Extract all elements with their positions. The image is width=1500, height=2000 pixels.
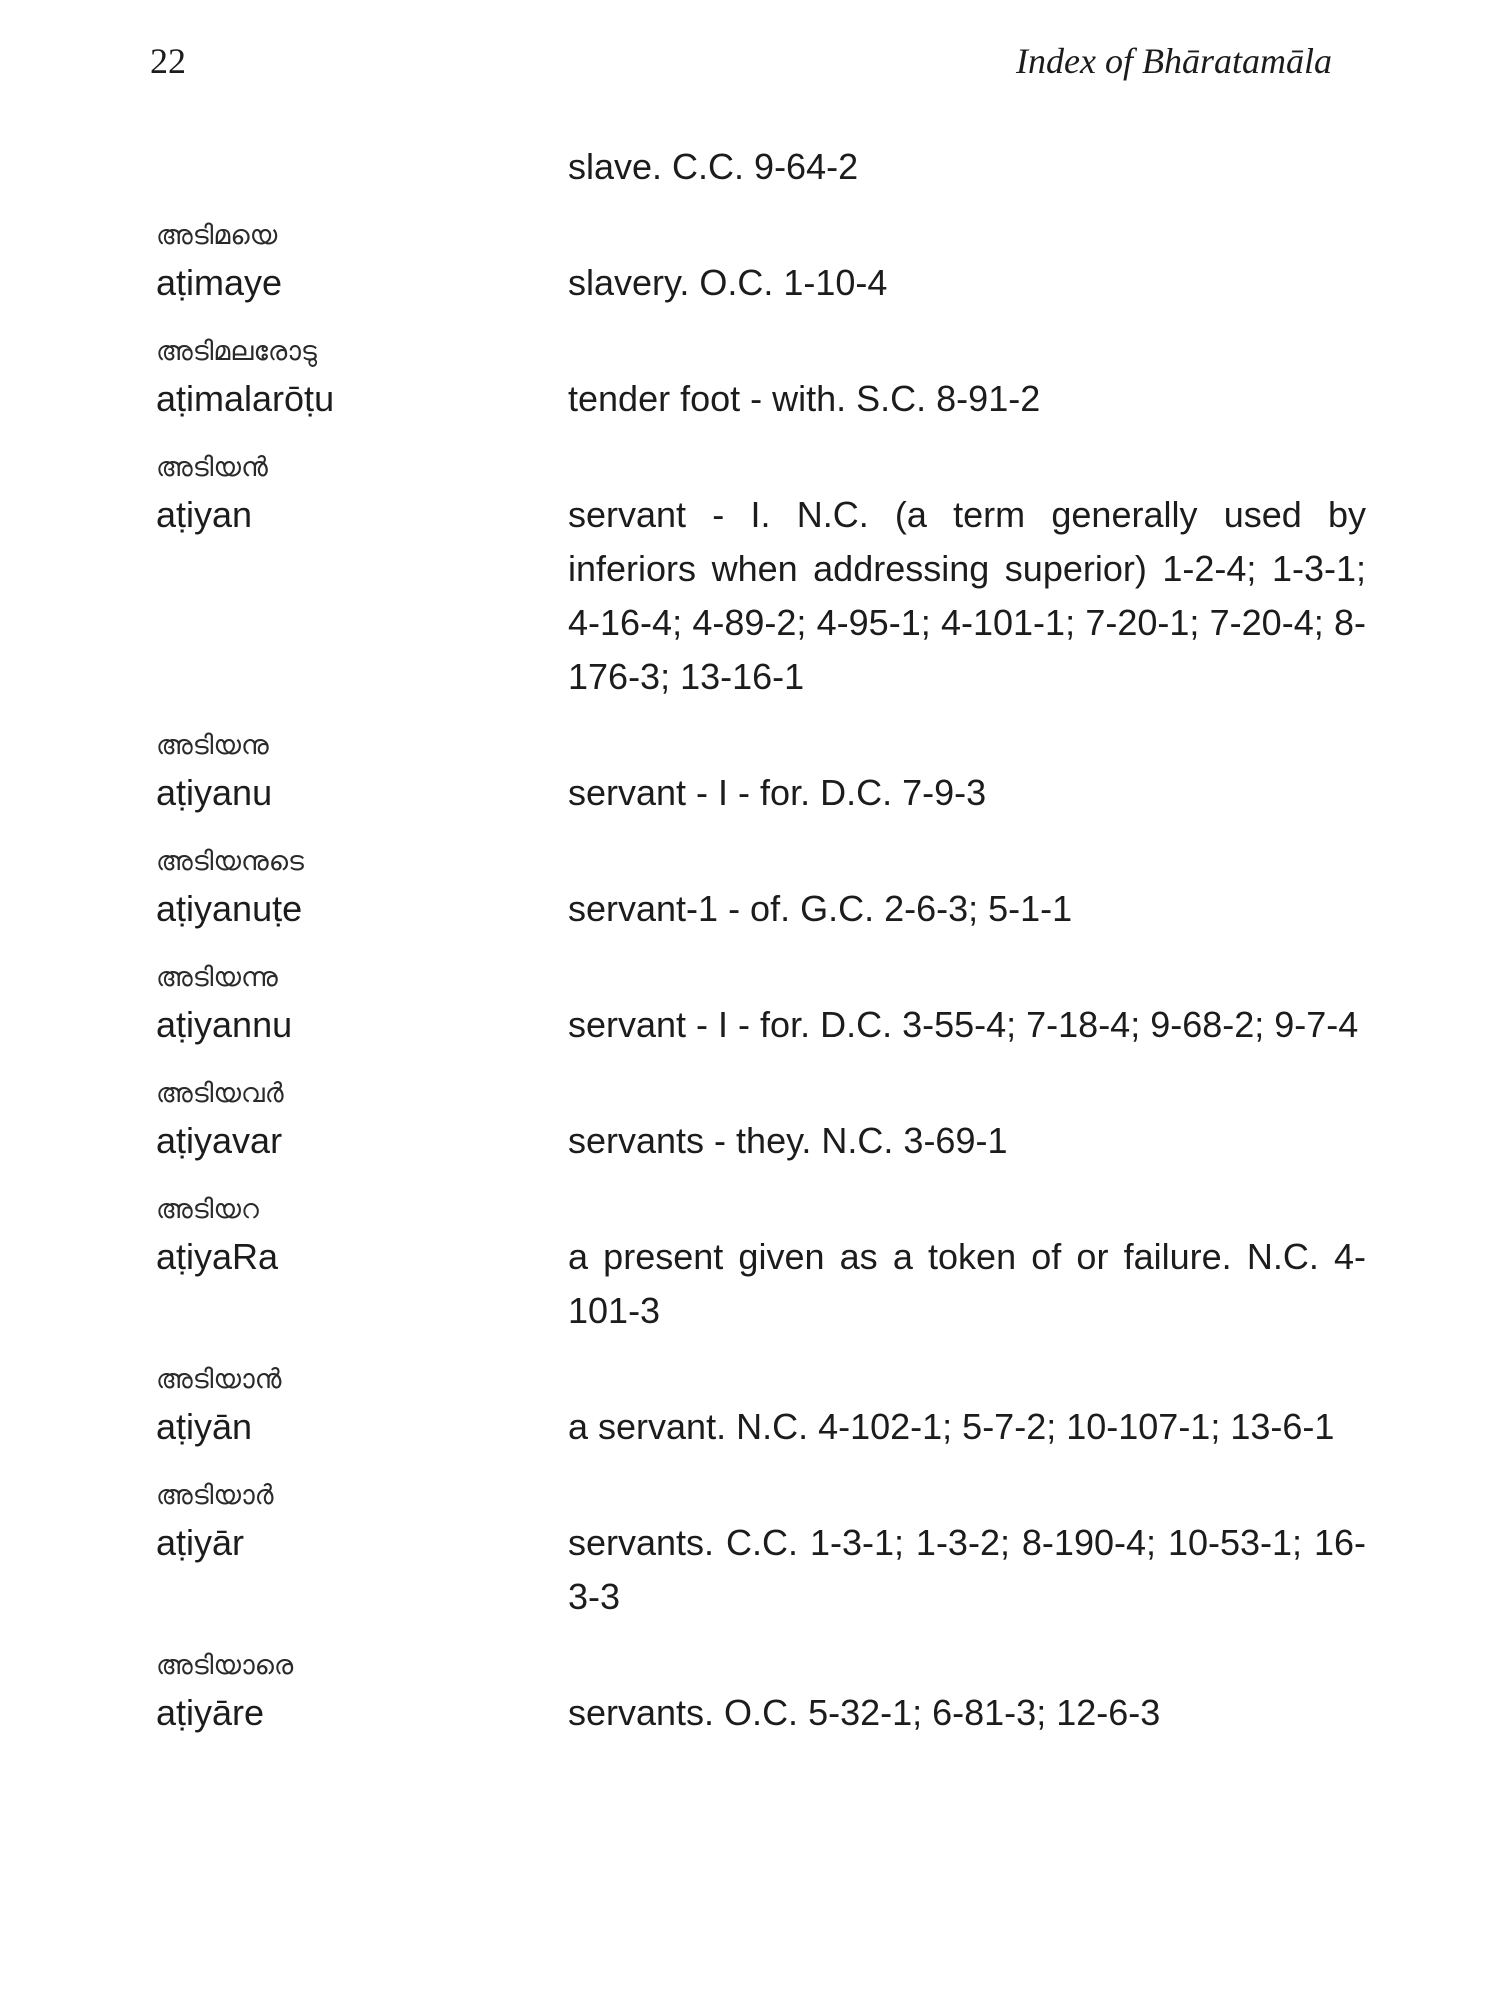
entry-list	[156, 140, 1366, 1762]
dictionary-entry	[156, 1360, 1366, 1454]
entry-gloss: servant - I - for. D.C. 7-9-3	[568, 772, 987, 813]
dictionary-entry	[156, 332, 1366, 426]
entry-gloss: slavery. O.C. 1-10-4	[568, 262, 888, 303]
page-header	[150, 40, 1332, 90]
page-number: 22	[150, 41, 186, 81]
entry-malayalam: അടിയാരെ	[156, 1650, 294, 1681]
entry-gloss: servants. O.C. 5-32-1; 6-81-3; 12-6-3	[568, 1692, 1161, 1733]
dictionary-entry	[156, 448, 1366, 704]
entry-translit: aṭiyār	[156, 1522, 245, 1563]
entry-malayalam: അടിയൻ	[156, 452, 268, 483]
entry-translit: aṭiyanu	[156, 772, 273, 813]
entry-malayalam: അടിയന്നു	[156, 962, 278, 993]
entry-malayalam: അടിമലരോടു	[156, 336, 317, 367]
entry-translit: aṭiyavar	[156, 1120, 283, 1161]
entry-malayalam: അടിയവർ	[156, 1078, 284, 1109]
entry-gloss: a present given as a token of or failure. N.C. 4-101-3	[568, 1236, 1366, 1331]
entry-translit: aṭiyan	[156, 494, 253, 535]
entry-translit: aṭimalarōṭu	[156, 378, 335, 419]
entry-gloss: servant - I. N.C. (a term generally used by inferiors when addressing superior) 1-2-4; 1-3-1; 4-16-4; 4-89-2; 4-95-1; 4-101-1; 7-20-1; 7-20-4; 8-176-3; 13-16-1	[568, 494, 1366, 697]
entry-translit	[156, 140, 568, 194]
entry-malayalam: അടിയറ	[156, 1194, 259, 1225]
entry-continuation	[156, 140, 1366, 194]
entry-malayalam: അടിയാർ	[156, 1480, 274, 1511]
entry-gloss: servant-1 - of. G.C. 2-6-3; 5-1-1	[568, 888, 1073, 929]
entry-translit: aṭiyanuṭe	[156, 888, 303, 929]
entry-malayalam: അടിയാൻ	[156, 1364, 282, 1395]
dictionary-entry	[156, 1646, 1366, 1740]
entry-translit: aṭiyaRa	[156, 1236, 279, 1277]
entry-gloss: slave. C.C. 9-64-2	[568, 146, 859, 187]
entry-malayalam: അടിയനുടെ	[156, 846, 304, 877]
entry-gloss: servants. C.C. 1-3-1; 1-3-2; 8-190-4; 10-53-1; 16-3-3	[568, 1522, 1366, 1617]
entry-gloss: servant - I - for. D.C. 3-55-4; 7-18-4; 9-68-2; 9-7-4	[568, 1004, 1359, 1045]
entry-translit: aṭiyān	[156, 1406, 253, 1447]
dictionary-entry	[156, 1476, 1366, 1624]
dictionary-entry	[156, 1190, 1366, 1338]
entry-gloss: servants - they. N.C. 3-69-1	[568, 1120, 1008, 1161]
entry-translit: aṭiyannu	[156, 1004, 293, 1045]
dictionary-entry	[156, 958, 1366, 1052]
dictionary-entry	[156, 726, 1366, 820]
running-title: Index of Bhāratamāla	[1016, 41, 1332, 81]
entry-gloss: a servant. N.C. 4-102-1; 5-7-2; 10-107-1; 13-6-1	[568, 1406, 1335, 1447]
entry-translit: aṭimaye	[156, 262, 283, 303]
entry-malayalam: അടിമയെ	[156, 220, 278, 251]
dictionary-entry	[156, 216, 1366, 310]
dictionary-entry	[156, 842, 1366, 936]
entry-malayalam: അടിയനു	[156, 730, 269, 761]
dictionary-entry	[156, 1074, 1366, 1168]
entry-gloss: tender foot - with. S.C. 8-91-2	[568, 378, 1041, 419]
entry-translit: aṭiyāre	[156, 1692, 265, 1733]
